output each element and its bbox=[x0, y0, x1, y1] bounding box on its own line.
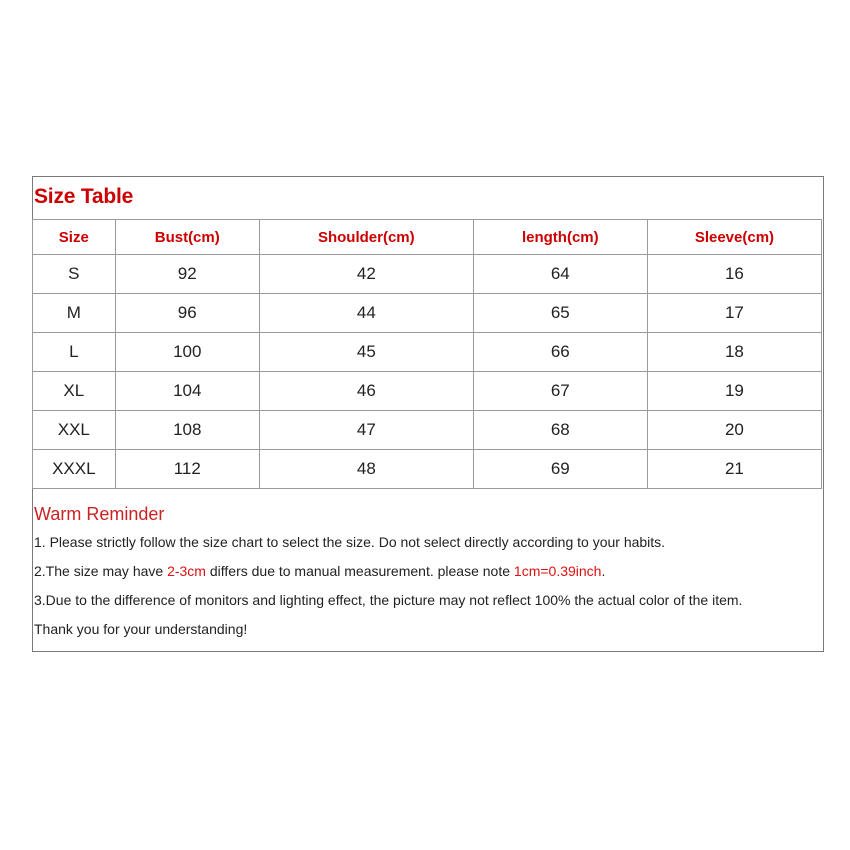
cell-shoulder: 47 bbox=[259, 411, 473, 450]
cell-length: 68 bbox=[473, 411, 647, 450]
header-length: length(cm) bbox=[473, 220, 647, 255]
cell-shoulder: 48 bbox=[259, 450, 473, 489]
reminder-note-1: 1. Please strictly follow the size chart to select the size. Do not select directly according to your habits. bbox=[34, 534, 666, 550]
cell-shoulder: 45 bbox=[259, 333, 473, 372]
warm-reminder-title: Warm Reminder bbox=[34, 504, 165, 524]
cell-bust: 96 bbox=[115, 294, 259, 333]
size-chart-frame bbox=[32, 176, 824, 652]
cell-sleeve: 17 bbox=[647, 294, 821, 333]
cell-length: 66 bbox=[473, 333, 647, 372]
table-row bbox=[33, 294, 822, 333]
table-row bbox=[33, 411, 822, 450]
cell-shoulder: 44 bbox=[259, 294, 473, 333]
cell-sleeve: 21 bbox=[647, 450, 821, 489]
size-table-title: Size Table bbox=[34, 185, 134, 208]
note-2-highlight-range: 2-3cm bbox=[167, 563, 206, 579]
table-row bbox=[33, 333, 822, 372]
cell-size: S bbox=[33, 255, 116, 294]
cell-length: 65 bbox=[473, 294, 647, 333]
header-bust: Bust(cm) bbox=[115, 220, 259, 255]
cell-size: XXL bbox=[33, 411, 116, 450]
cell-bust: 108 bbox=[115, 411, 259, 450]
warm-reminder-section bbox=[34, 503, 824, 650]
table-row bbox=[33, 450, 822, 489]
cell-length: 67 bbox=[473, 372, 647, 411]
table-row bbox=[33, 255, 822, 294]
cell-size: XL bbox=[33, 372, 116, 411]
cell-size: XXXL bbox=[33, 450, 116, 489]
cell-sleeve: 20 bbox=[647, 411, 821, 450]
header-sleeve: Sleeve(cm) bbox=[647, 220, 821, 255]
cell-bust: 100 bbox=[115, 333, 259, 372]
reminder-note-4: Thank you for your understanding! bbox=[34, 621, 248, 637]
reminder-note-2 bbox=[34, 563, 824, 580]
cell-length: 64 bbox=[473, 255, 647, 294]
cell-size: L bbox=[33, 333, 116, 372]
cell-shoulder: 42 bbox=[259, 255, 473, 294]
note-2-text: . bbox=[601, 563, 606, 579]
note-2-highlight-conversion: 1cm=0.39inch bbox=[513, 563, 602, 579]
cell-shoulder: 46 bbox=[259, 372, 473, 411]
cell-bust: 104 bbox=[115, 372, 259, 411]
header-size: Size bbox=[33, 220, 116, 255]
reminder-note-3: 3.Due to the difference of monitors and lighting effect, the picture may not reflect 100% the actual color of the item. bbox=[34, 592, 743, 608]
table-row bbox=[33, 372, 822, 411]
note-2-text: differs due to manual measurement. please note bbox=[205, 563, 514, 579]
cell-length: 69 bbox=[473, 450, 647, 489]
note-2-text: 2.The size may have bbox=[34, 563, 168, 579]
cell-sleeve: 16 bbox=[647, 255, 821, 294]
cell-size: M bbox=[33, 294, 116, 333]
header-shoulder: Shoulder(cm) bbox=[259, 220, 473, 255]
cell-sleeve: 19 bbox=[647, 372, 821, 411]
cell-bust: 112 bbox=[115, 450, 259, 489]
header-row bbox=[33, 220, 822, 255]
cell-bust: 92 bbox=[115, 255, 259, 294]
size-table bbox=[32, 219, 822, 489]
cell-sleeve: 18 bbox=[647, 333, 821, 372]
